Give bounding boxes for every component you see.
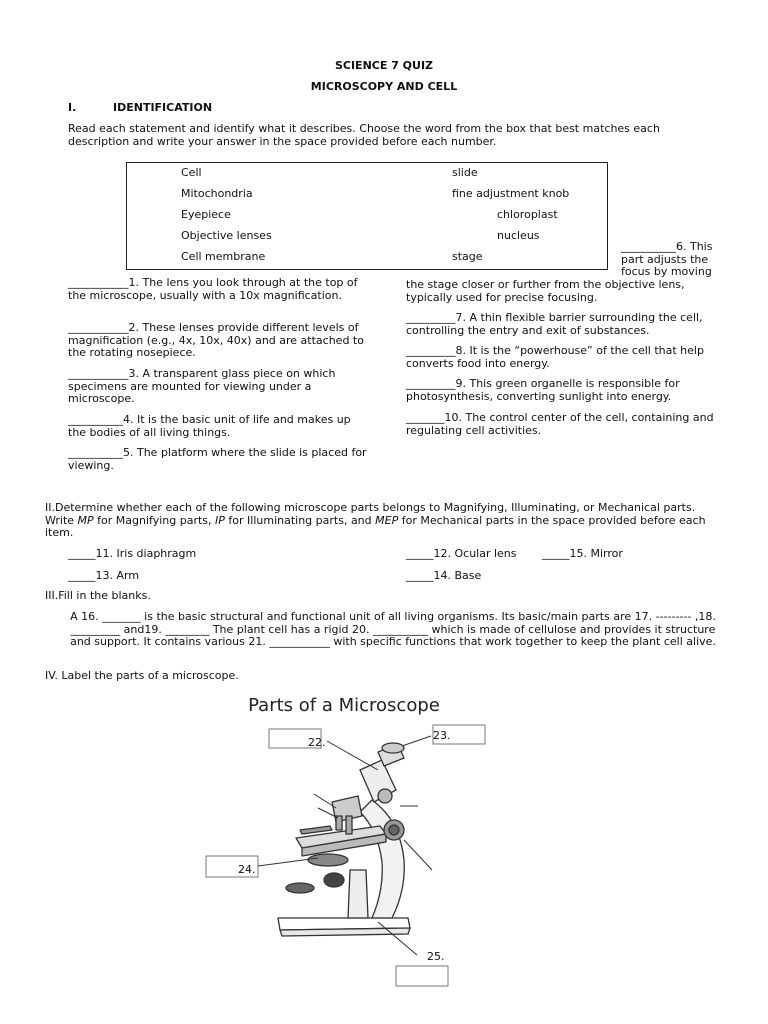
question-13: _____13. Arm	[68, 569, 140, 582]
question-4: __________4. It is the basic unit of life and makes up the bodies of all living things.	[68, 413, 351, 439]
question-7: _________7. A thin flexible barrier surrounding the cell, controlling the entry and exit of substances.	[406, 311, 703, 337]
part3-paragraph: A 16. _______ is the basic structural and functional unit of all living organisms. Its basic/main parts are 17. --------- ,18. _________ and19. ________ The plant cell has a rigid 20. __________ which is made of cellulose and provides it structure and support. It contains various 21. ___________ with specific functions that work together to keep the plant cell alive.	[70, 610, 716, 648]
word-stage: stage	[452, 250, 483, 263]
microscope-illustration	[278, 743, 410, 936]
part3-heading: III.Fill in the blanks.	[45, 589, 151, 602]
word-fine-adjustment-knob: fine adjustment knob	[452, 187, 570, 200]
part4-heading: IV. Label the parts of a microscope.	[45, 669, 239, 682]
word-slide: slide	[452, 166, 478, 179]
part2-instructions: II.Determine whether each of the following microscope parts belongs to Magnifying, Illuminating, or Mechanical parts. Write MP for Magnifying parts, IP for Illuminating parts, and MEP for Mechanical parts in the space provided before each item.	[45, 501, 706, 539]
quiz-subtitle: MICROSCOPY AND CELL	[310, 80, 458, 93]
question-15: _____15. Mirror	[542, 547, 623, 560]
label-22: 22.	[308, 736, 326, 749]
question-6-end: the stage closer or further from the objective lens, typically used for precise focusing.	[406, 278, 685, 304]
question-12: _____12. Ocular lens	[406, 547, 517, 560]
word-nucleus: nucleus	[497, 229, 540, 242]
question-10: _______10. The control center of the cell, containing and regulating cell activities.	[406, 411, 714, 437]
question-14: _____14. Base	[406, 569, 482, 582]
question-1: ___________1. The lens you look through at the top of the microscope, usually with a 10x magnification.	[68, 276, 358, 302]
word-cell: Cell	[181, 166, 202, 179]
mep-abbrev: MEP	[375, 513, 399, 527]
part1-instructions: Read each statement and identify what it describes. Choose the word from the box that best matches each description and write your answer in the space provided before each number.	[68, 122, 660, 148]
word-objective-lenses: Objective lenses	[181, 229, 272, 242]
word-chloroplast: chloroplast	[497, 208, 558, 221]
quiz-title: SCIENCE 7 QUIZ	[334, 59, 434, 72]
word-mitochondria: Mitochondria	[181, 187, 253, 200]
question-6-start: __________6. This part adjusts the focus by moving	[621, 240, 713, 278]
label-25: 25.	[427, 950, 445, 963]
label-box-25[interactable]	[396, 966, 448, 986]
question-8: _________8. It is the “powerhouse” of the cell that help converts food into energy.	[406, 344, 704, 370]
diagram-title: Parts of a Microscope	[248, 695, 440, 716]
word-cell-membrane: Cell membrane	[181, 250, 266, 263]
label-23: 23.	[433, 729, 451, 742]
part1-heading: IDENTIFICATION	[113, 101, 213, 114]
label-24: 24.	[238, 863, 256, 876]
question-3: ___________3. A transparent glass piece on which specimens are mounted for viewing under a microscope.	[68, 367, 336, 405]
question-11: _____11. Iris diaphragm	[68, 547, 197, 560]
question-5: __________5. The platform where the slide is placed for viewing.	[68, 446, 367, 472]
mp-abbrev: MP	[77, 513, 94, 527]
part1-roman: I.	[68, 101, 77, 114]
ip-abbrev: IP	[215, 513, 225, 527]
question-9: _________9. This green organelle is responsible for photosynthesis, converting sunlight into energy.	[406, 377, 680, 403]
word-eyepiece: Eyepiece	[181, 208, 231, 221]
question-2: ___________2. These lenses provide different levels of magnification (e.g., 4x, 10x, 40x) and are attached to the rotating nosepiece.	[68, 321, 364, 359]
